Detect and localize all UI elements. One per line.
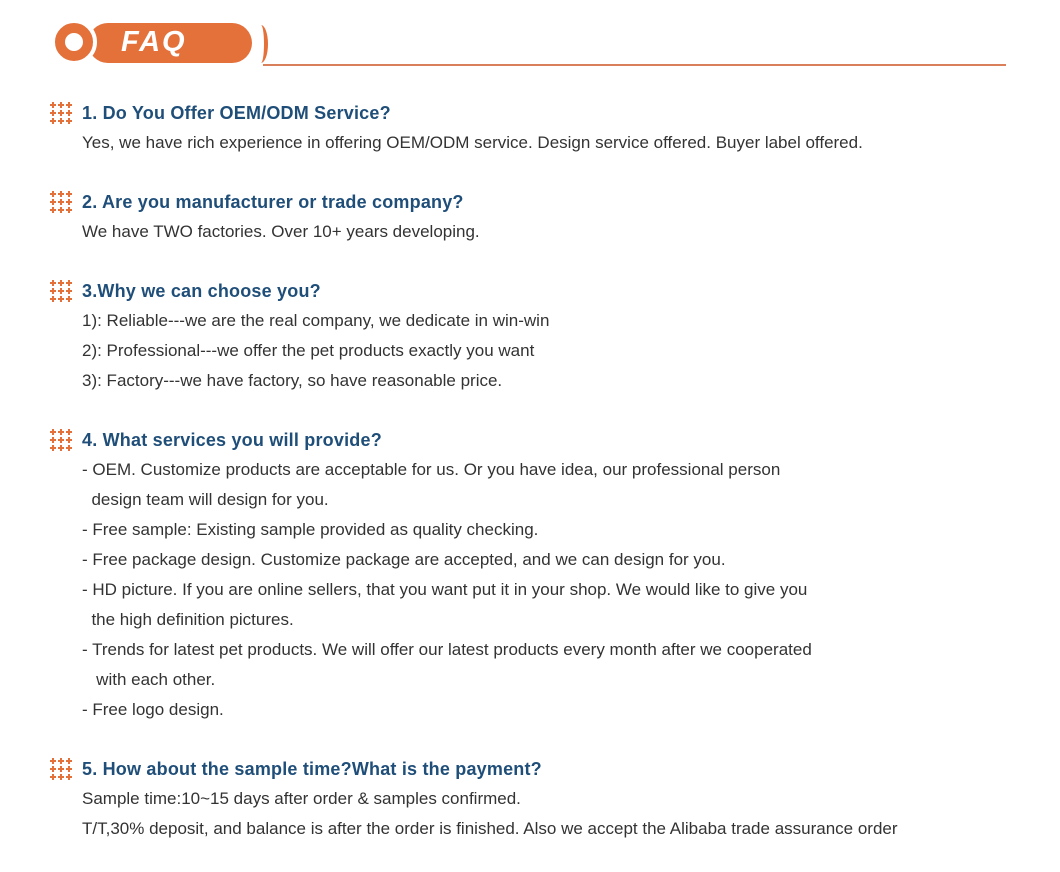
faq-answer-line: 2): Professional---we offer the pet products exactly you want xyxy=(82,341,535,360)
dots-grid-icon xyxy=(50,429,72,451)
faq-answers xyxy=(82,128,1010,158)
ring-ornament-icon xyxy=(51,19,97,65)
faq-question: 4. What services you will provide? xyxy=(82,430,382,450)
dots-grid-icon xyxy=(50,102,72,124)
faq-question: 2. Are you manufacturer or trade company? xyxy=(82,192,464,212)
faq-list xyxy=(50,98,1010,844)
faq-question-row xyxy=(50,425,1010,455)
faq-question: 5. How about the sample time?What is the payment? xyxy=(82,759,542,779)
faq-question-row xyxy=(50,187,1010,217)
faq-item xyxy=(50,187,1010,247)
faq-answer-line: - OEM. Customize products are acceptable for us. Or you have idea, our professional person xyxy=(82,460,781,479)
faq-answer-line: 1): Reliable---we are the real company, we dedicate in win-win xyxy=(82,311,550,330)
faq-answer-line: We have TWO factories. Over 10+ years developing. xyxy=(82,222,480,241)
faq-question: 3.Why we can choose you? xyxy=(82,281,321,301)
faq-answer-line: - Trends for latest pet products. We will offer our latest products every month after we cooperated xyxy=(82,640,812,659)
faq-question: 1. Do You Offer OEM/ODM Service? xyxy=(82,103,391,123)
ring-ornament-hole xyxy=(65,33,83,51)
faq-answer-line: Sample time:10~15 days after order & samples confirmed. xyxy=(82,789,521,808)
dots-grid-icon xyxy=(50,758,72,780)
faq-item xyxy=(50,754,1010,844)
header-divider-line xyxy=(263,64,1006,66)
faq-answer-line: - Free logo design. xyxy=(82,700,224,719)
dots-grid-icon xyxy=(50,191,72,213)
faq-answer-line: - Free package design. Customize package are accepted, and we can design for you. xyxy=(82,550,726,569)
page-title: FAQ xyxy=(121,25,187,58)
faq-answers xyxy=(82,784,1010,844)
faq-answer-line: with each other. xyxy=(82,670,216,689)
faq-question-row xyxy=(50,98,1010,128)
faq-answer-line: T/T,30% deposit, and balance is after the order is finished. Also we accept the Alibaba trade assurance order xyxy=(82,819,898,838)
faq-answers xyxy=(82,306,1010,396)
dots-grid-icon xyxy=(50,280,72,302)
faq-answer-line: - Free sample: Existing sample provided as quality checking. xyxy=(82,520,539,539)
faq-item xyxy=(50,276,1010,396)
arc-ornament-icon xyxy=(254,25,268,63)
faq-item xyxy=(50,98,1010,158)
faq-title-pill xyxy=(88,23,252,63)
faq-answers xyxy=(82,455,1010,725)
faq-answer-line: - HD picture. If you are online sellers, that you want put it in your shop. We would like to give you xyxy=(82,580,808,599)
faq-answer-line: Yes, we have rich experience in offering OEM/ODM service. Design service offered. Buyer label offered. xyxy=(82,133,863,152)
faq-header-banner xyxy=(0,0,1060,72)
faq-item xyxy=(50,425,1010,725)
faq-answer-line: the high definition pictures. xyxy=(82,610,294,629)
faq-question-row xyxy=(50,754,1010,784)
faq-answer-line: 3): Factory---we have factory, so have reasonable price. xyxy=(82,371,503,390)
faq-answers xyxy=(82,217,1010,247)
faq-answer-line: design team will design for you. xyxy=(82,490,329,509)
faq-question-row xyxy=(50,276,1010,306)
